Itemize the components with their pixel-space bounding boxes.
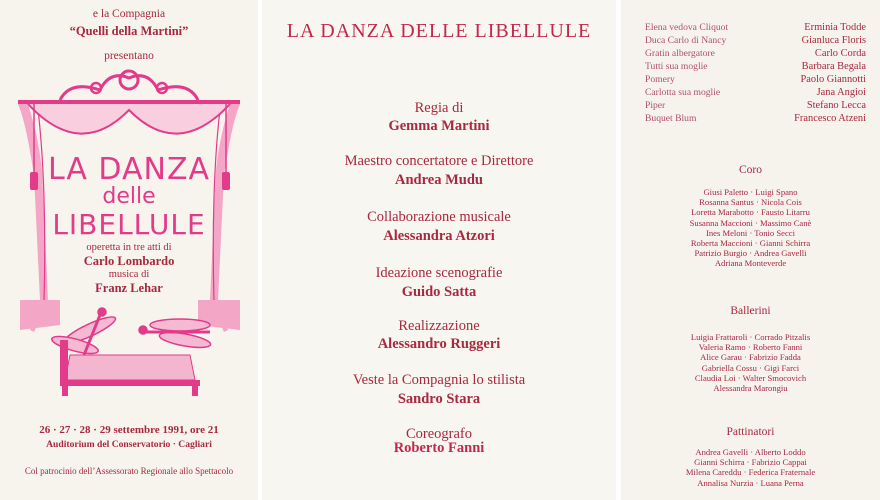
cast-row [645,74,880,86]
composer: Franz Lehar [95,281,163,295]
section-heading-pattinatori: Pattinatori [726,426,775,438]
credit-role: Ideazione scenografie [375,265,503,281]
actor-name: Barbara Begala [801,61,866,72]
credit-role: Maestro concertatore e Direttore [344,153,534,169]
credits-title: LA DANZA DELLE LIBELLULE [286,20,592,42]
cast-row [645,48,880,60]
list-item: Claudia Loi · Walter Smocovich [694,372,807,383]
coro-list [621,187,880,269]
cast-row [645,100,880,112]
list-item: Milena Careddu · Federica Fraternale [685,467,816,478]
credit-name: Roberto Fanni [393,440,485,456]
credit-role: Realizzazione [398,318,480,334]
presentano-text: presentano [104,50,154,62]
list-item: Gabriella Cossu · Gigi Farci [701,362,800,373]
credit-role: Veste la Compagnia lo stilista [352,372,526,388]
list-item: Ines Meloni · Tonio Secci [706,227,795,238]
list-item: Rosanna Santus · Nicola Cois [699,197,802,208]
cast-row [645,22,880,34]
performance-dates: 26 · 27 · 28 · 29 settembre 1991, ore 21 [39,424,219,436]
list-item: Patrizio Burgio · Andrea Gavelli [694,248,807,259]
actor-name: Jana Angioi [816,87,866,98]
list-item: Andrea Gavelli · Alberto Loddo [695,447,806,457]
credit-name: Alessandro Ruggeri [377,336,501,352]
patronage: Col patrocinio dell’Assessorato Regionale allo Spettacolo [24,466,234,476]
credit-role: Regia di [414,100,464,116]
credit-name: Gemma Martini [388,118,490,134]
credits-panel [262,0,616,500]
list-item: Gianni Schirra · Fabrizio Cappai [694,457,807,468]
author: Carlo Lombardo [83,254,175,268]
actor-name: Stefano Lecca [806,100,866,111]
list-item: Roberta Maccioni · Gianni Schirra [690,238,811,249]
poster-panel [0,0,258,500]
list-item: Luigia Frattaroli · Corrado Pitzalis [690,332,811,342]
role-name: Tutti sua moglie [645,61,708,72]
venue: Auditorium del Conservatorio · Cagliari [46,439,212,450]
actor-name: Paolo Giannotti [800,74,866,85]
list-item: Loretta Marabotto · Fausto Litarru [691,207,810,218]
actor-name: Erminia Todde [804,22,866,33]
list-item: Giusi Paletto · Luigi Spano [703,187,798,197]
ballerini-list [621,332,880,393]
cast-row [645,35,880,47]
credit-role: Coreografo [405,426,473,442]
credit-name: Guido Satta [401,284,477,300]
credit-role: Collaborazione musicale [367,209,511,225]
intro-line: e la Compagnia [92,8,166,20]
list-item: Valeria Ramo · Roberto Fanni [698,342,803,353]
company-name: “Quelli della Martini” [69,24,189,38]
cast-panel [621,0,880,500]
poster-title-line1: LA DANZA [47,152,211,187]
role-name: Pomery [645,74,675,85]
poster-title-line3: LIBELLULE [52,208,206,241]
music-by: musica di [108,269,150,280]
role-name: Elena vedova Cliquot [645,22,729,33]
poster-title-line2: delle [102,184,156,209]
role-name: Buquet Blum [645,113,697,124]
list-item: Adriana Monteverde [714,258,787,269]
cast-row [645,61,880,73]
list-item: Annalisa Nurzia · Luana Perna [697,477,804,488]
cast-row [645,113,880,125]
list-item: Alice Garau · Fabrizio Fadda [700,352,801,363]
section-heading-ballerini: Ballerini [730,305,771,317]
section-heading-coro: Coro [739,164,762,176]
role-name: Duca Carlo di Nancy [645,35,727,46]
role-name: Gratin albergatore [645,48,715,59]
cast-row [645,87,880,99]
actor-name: Gianluca Floris [801,35,866,46]
role-name: Carlotta sua moglie [645,87,721,98]
actor-name: Francesco Atzeni [794,113,866,124]
actor-name: Carlo Corda [814,48,866,59]
credit-name: Andrea Mudu [395,172,483,188]
list-item: Alessandra Marongiu [713,383,788,394]
subtitle: operetta in tre atti di [86,242,172,253]
list-item: Susanna Maccioni · Massimo Canè [689,217,812,228]
credit-name: Sandro Stara [397,391,481,407]
role-name: Piper [645,100,666,111]
credit-name: Alessandra Atzori [383,228,495,244]
pattinatori-list [621,447,880,488]
